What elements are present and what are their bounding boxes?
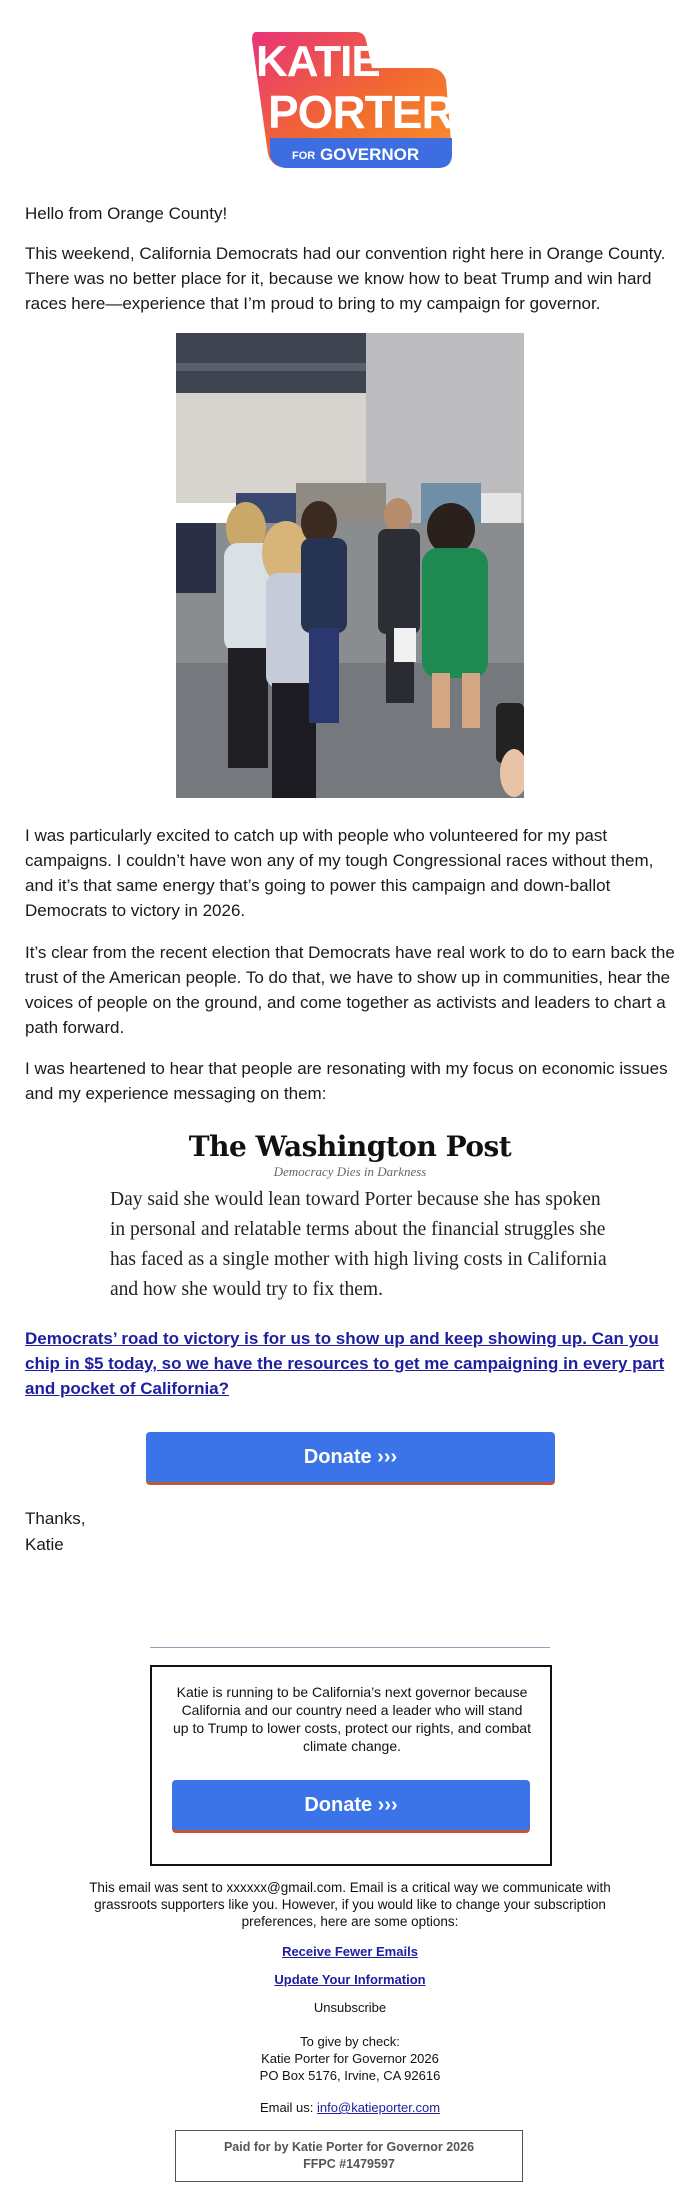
update-information-link[interactable]: Update Your Information [274, 1972, 426, 1987]
ffpc-number: FFPC #1479597 [303, 2157, 395, 2171]
email-us-label: Email us: [259, 2100, 314, 2115]
donate-cta-link[interactable]: Democrats’ road to victory is for us to show up and keep showing up. Can you chip in $5 today, so we have the resources to get me campaigning in every part and pocket of California? [25, 1329, 665, 1398]
check-line-3: PO Box 5176, Irvine, CA 92616 [259, 2068, 441, 2083]
receive-fewer-emails-link[interactable]: Receive Fewer Emails [282, 1944, 418, 1959]
check-line-2: Katie Porter for Governor 2026 [261, 2051, 439, 2066]
paid-for-disclaimer [175, 2130, 523, 2182]
footer-donate-button[interactable]: Donate ››› [172, 1780, 530, 1830]
convention-photo [176, 333, 524, 798]
check-address [0, 2033, 700, 2084]
logo-line2: PORTER [268, 86, 454, 138]
paid-for-text: Paid for by Katie Porter for Governor 2026 [223, 2140, 475, 2154]
press-tagline: Democracy Dies in Darkness [273, 1164, 427, 1179]
donate-button[interactable]: Donate ››› [146, 1432, 555, 1482]
photo-illustration [176, 333, 524, 798]
logo-for: FOR [292, 150, 316, 162]
press-name: The Washington Post [188, 1130, 512, 1163]
check-line-1: To give by check: [300, 2034, 400, 2049]
signoff-thanks: Thanks, [25, 1509, 86, 1528]
unsubscribe-link[interactable]: Unsubscribe [313, 2000, 387, 2015]
footer-donate-box [150, 1665, 552, 1866]
campaign-logo [248, 28, 454, 171]
press-quote: Day said she would lean toward Porter because she has spoken in personal and relatable terms about the financial struggles she has faced as a single mother with high living costs in California and how she would try to fix them. [110, 1189, 607, 1300]
contact-email-link[interactable]: info@katieporter.com [317, 2100, 441, 2115]
signoff-name: Katie [25, 1535, 64, 1554]
paragraph-3: It’s clear from the recent election that Democrats have real work to do to earn back the trust of the American people. To do that, we have to show up in communities, hear the voices of people on the ground, and come together as activists and leaders to chart a path forward. [25, 943, 675, 1037]
greeting: Hello from Orange County! [25, 204, 228, 223]
sent-notice: This email was sent to xxxxxx@gmail.com. Email is a critical way we communicate with grassroots supporters like you. However, if you would like to change your subscription preferences, here are some options: [89, 1880, 611, 1929]
paragraph-4: I was heartened to hear that people are resonating with my focus on economic issues and my experience messaging on them: [25, 1059, 668, 1103]
press-masthead [110, 1130, 590, 1180]
signoff [25, 1506, 85, 1558]
footer-box-text: Katie is running to be California’s next governor because California and our country need a leader who will stand up to Trump to lower costs, protect our rights, and combat climate change. [173, 1684, 531, 1754]
logo-line1: KATIE [256, 37, 380, 86]
logo-graphic [248, 28, 454, 171]
footer-divider [150, 1647, 550, 1648]
logo-office: GOVERNOR [320, 145, 420, 164]
email-us [0, 2100, 700, 2115]
paragraph-2: I was particularly excited to catch up with people who volunteered for my past campaigns. I couldn’t have won any of my tough Congressional races without them, and it’s that same energy that’s going to power this campaign and down-ballot Democrats to victory in 2026. [25, 826, 654, 920]
paragraph-1: This weekend, California Democrats had our convention right here in Orange County. There was no better place for it, because we know how to beat Trump and win hard races here—experience that I’m proud to bring to my campaign for governor. [25, 244, 666, 313]
